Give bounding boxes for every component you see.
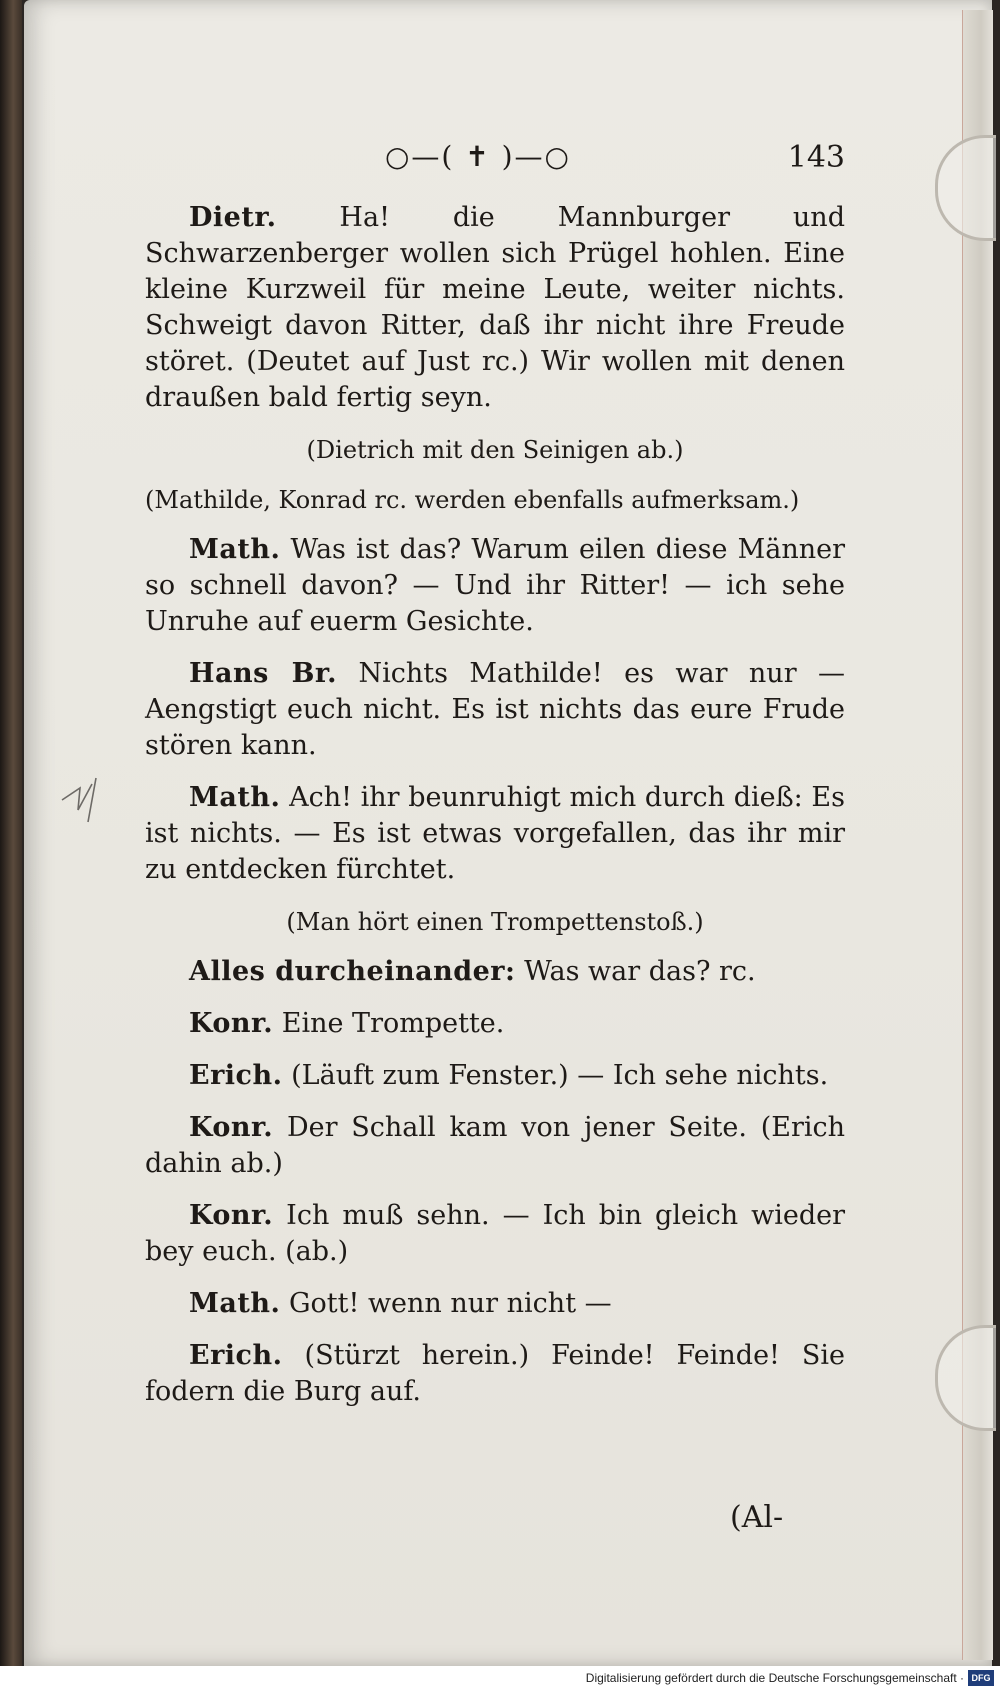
stage-direction: (Dietrich mit den Seinigen ab.) [306, 436, 684, 464]
pencil-margin-mark [58, 770, 118, 830]
play-text [145, 200, 845, 1426]
catchword: (Al- [730, 1500, 784, 1535]
speech-text: Ha! die Mannburger und Schwarzenberger wollen sich Prügel hohlen. Eine kleine Kurzweil für meine Leute, weiter nichts. Schweigt davon Ritter, daß ihr nicht ihre Freude störet. (Deutet auf Just rc.) Wir wollen mit denen draußen bald fertig seyn. [145, 202, 845, 413]
page-header [145, 140, 845, 180]
page-number: 143 [787, 140, 845, 175]
dfg-logo-icon: DFG [968, 1670, 994, 1686]
speech-text: Ach! ihr beunruhigt mich durch dieß: Es ist nichts. — Es ist etwas vorgefallen, das ihr mir zu entdecken fürchtet. [145, 782, 845, 885]
speaker-name: Erich. [189, 1060, 283, 1091]
header-ornament: ○—( ✝ )—○ [385, 140, 571, 173]
speech-konrad [145, 1006, 845, 1042]
speech-text: (Läuft zum Fenster.) — Ich sehe nichts. [291, 1060, 829, 1091]
speech-text: Was ist das? Warum eilen diese Männer so schnell davon? — Und ihr Ritter! — ich sehe Unruhe auf euerm Gesichte. [145, 534, 845, 637]
speaker-name: Konr. [189, 1200, 274, 1231]
speaker-name: Alles durcheinander: [189, 956, 516, 987]
speaker-name: Hans Br. [189, 658, 338, 689]
book-spine [0, 0, 22, 1692]
speech-text: Der Schall kam von jener Seite. (Erich dahin ab.) [145, 1112, 845, 1179]
speech-konrad [145, 1198, 845, 1270]
speaker-name: Konr. [189, 1008, 274, 1039]
speech-text: (Stürzt herein.) Feinde! Feinde! Sie fodern die Burg auf. [145, 1340, 845, 1407]
speech-mathilde [145, 780, 845, 888]
speaker-name: Math. [189, 782, 281, 813]
stage-direction: (Man hört einen Trompettenstoß.) [286, 908, 704, 936]
speech-erich [145, 1058, 845, 1094]
speaker-name: Math. [189, 534, 281, 565]
speaker-name: Erich. [189, 1340, 283, 1371]
speech-konrad [145, 1110, 845, 1182]
speech-text: Ich muß sehn. — Ich bin gleich wieder bey euch. (ab.) [145, 1200, 845, 1267]
speech-erich [145, 1338, 845, 1410]
footer-credit: Digitalisierung gefördert durch die Deutsche Forschungsgemeinschaft · [585, 1671, 964, 1685]
speech-mathilde [145, 1286, 845, 1322]
footer-bar [0, 1666, 1000, 1692]
stage-direction: (Mathilde, Konrad rc. werden ebenfalls aufmerksam.) [145, 486, 800, 514]
speech-text: Gott! wenn nur nicht — [288, 1288, 612, 1319]
speech-text: Eine Trompette. [281, 1008, 505, 1039]
speech-dietrich [145, 200, 845, 416]
speech-mathilde [145, 532, 845, 640]
speech-all [145, 954, 845, 990]
speech-text: Nichts Mathilde! es war nur — Aengstigt euch nicht. Es ist nichts das eure Frude stören kann. [145, 658, 846, 761]
speaker-name: Dietr. [189, 202, 277, 233]
speaker-name: Math. [189, 1288, 281, 1319]
speech-hans [145, 656, 845, 764]
speech-text: Was war das? rc. [524, 956, 756, 987]
speaker-name: Konr. [189, 1112, 274, 1143]
